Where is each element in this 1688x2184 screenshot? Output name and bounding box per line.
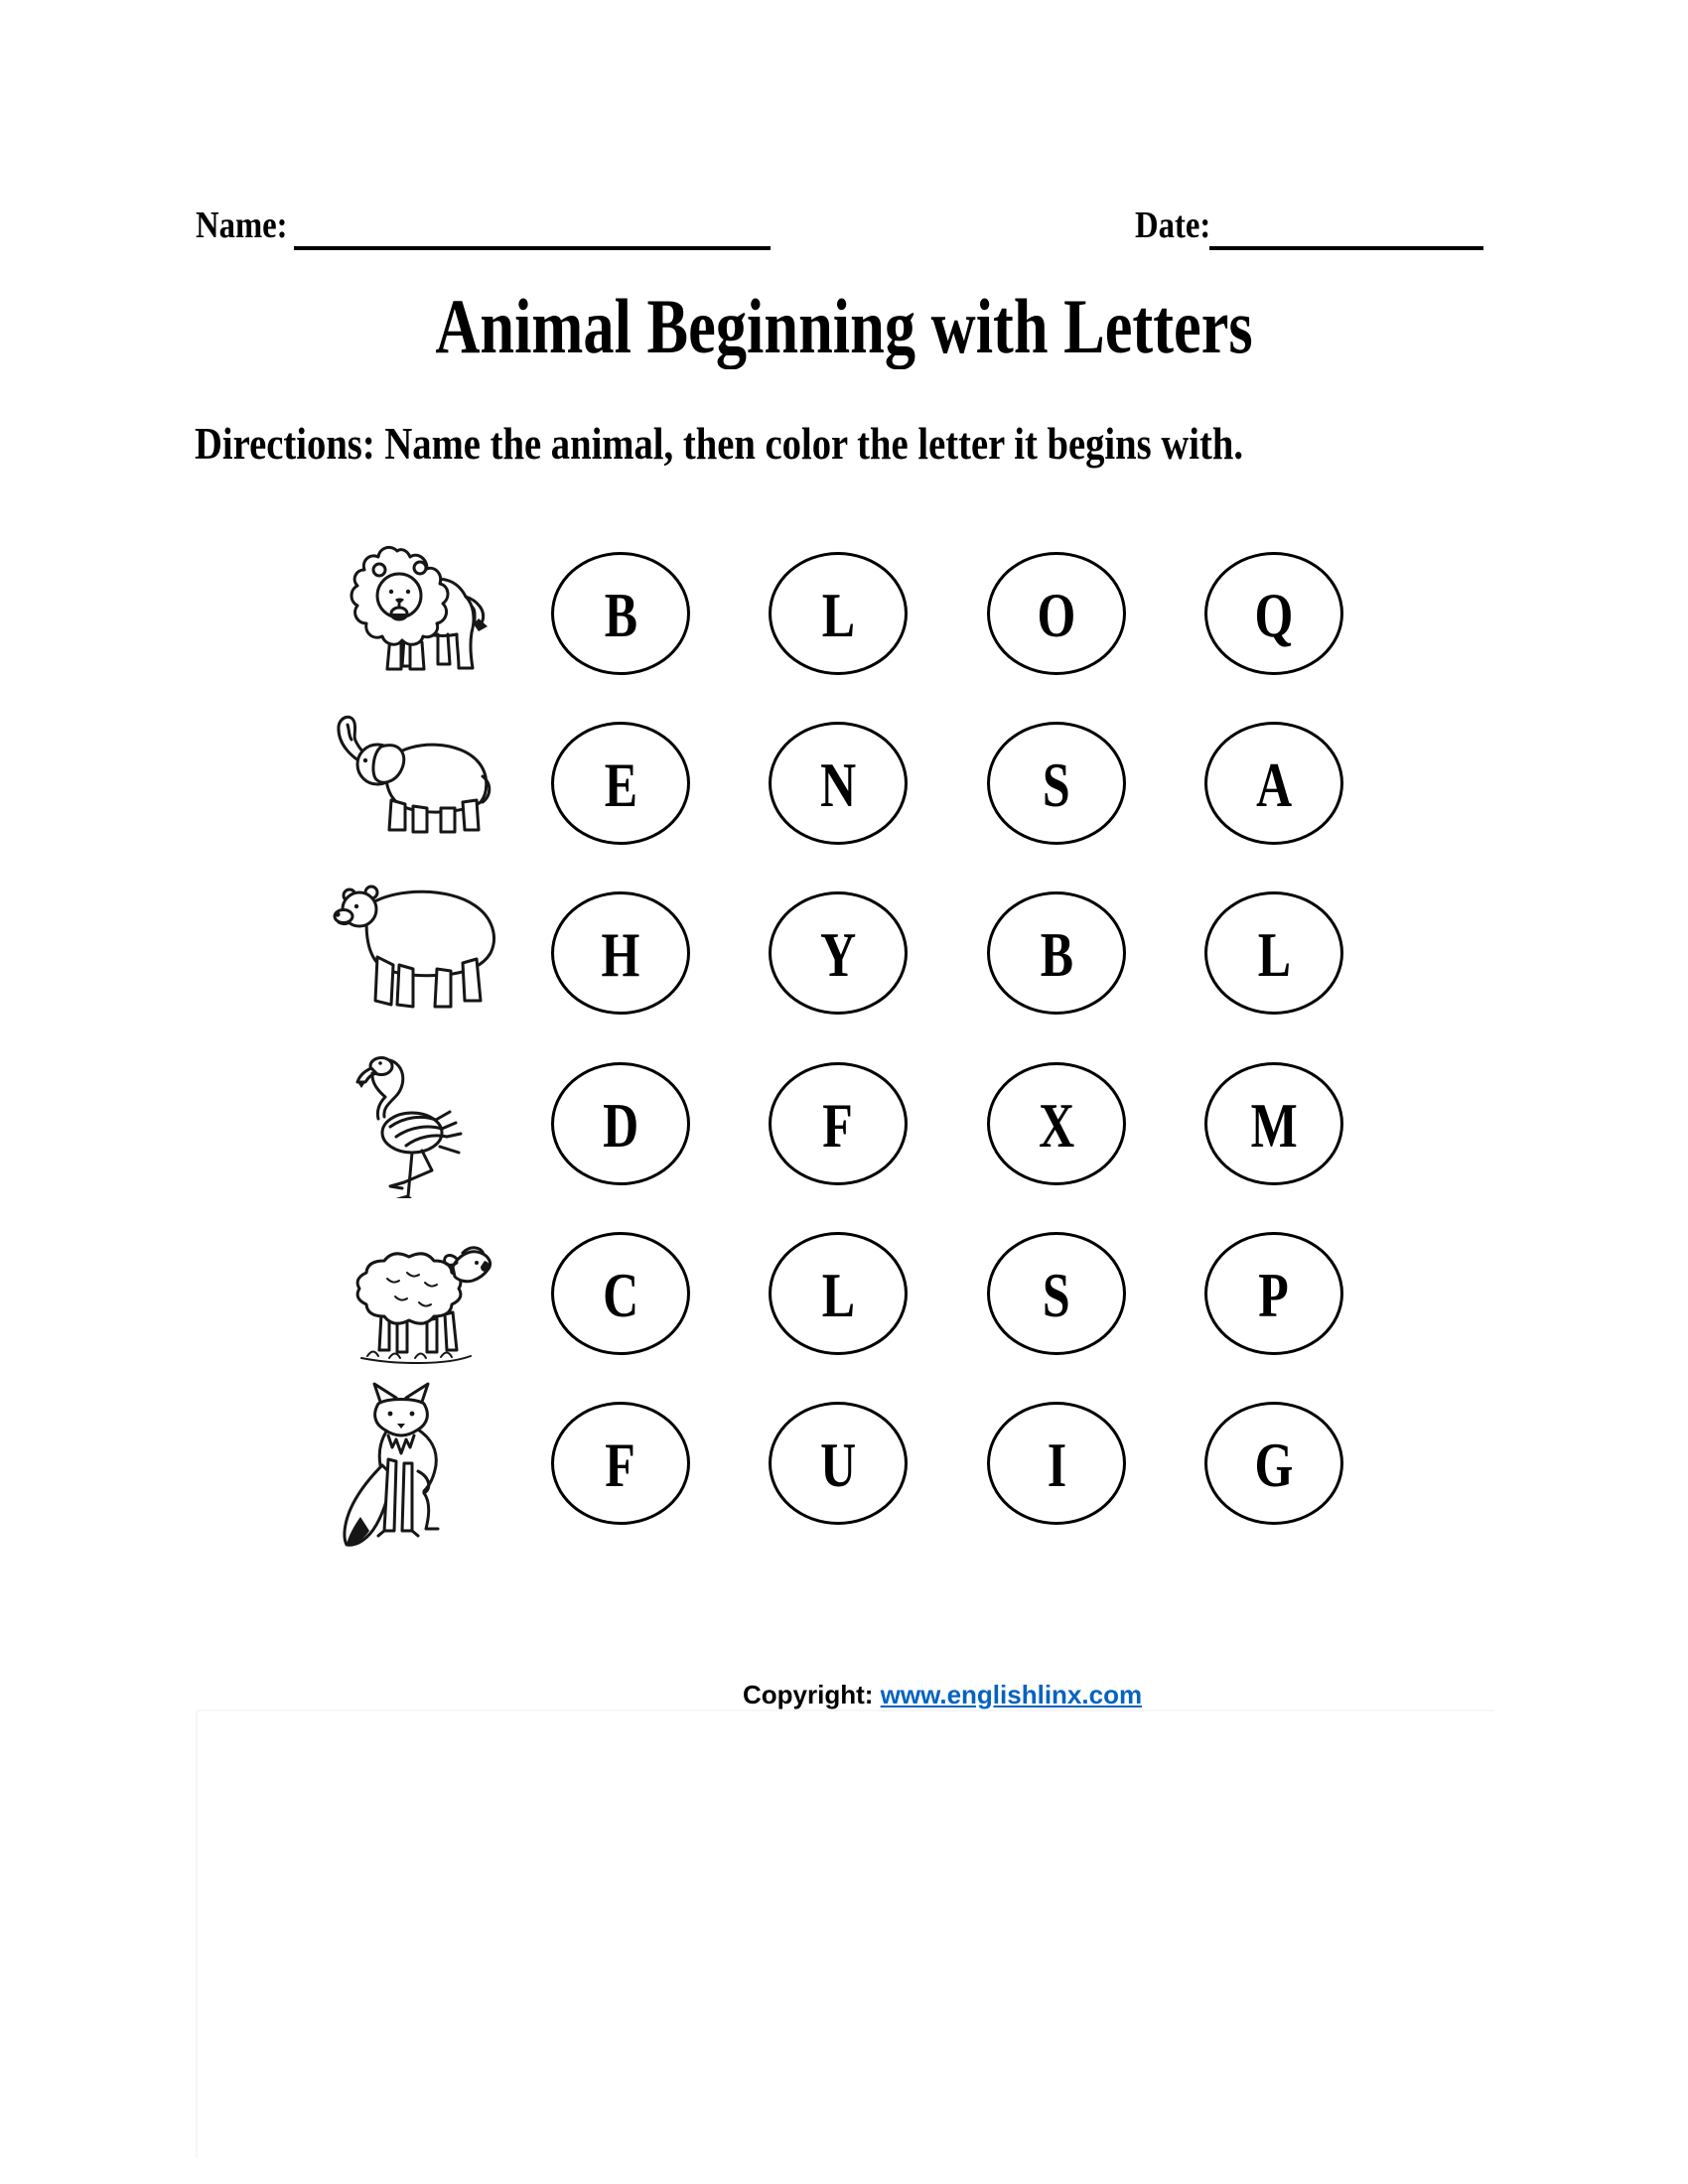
letter-circle[interactable] (551, 891, 690, 1015)
letter: F (605, 1430, 636, 1500)
letter-circle[interactable] (551, 552, 690, 675)
letter-circle[interactable] (1204, 552, 1343, 675)
letter-circle[interactable] (1204, 722, 1343, 845)
letter-circle[interactable] (1204, 1232, 1343, 1355)
letter: G (1254, 1430, 1294, 1500)
copyright-label: Copyright: (743, 1680, 874, 1709)
letter-circle[interactable] (551, 1232, 690, 1355)
letter-circle[interactable] (769, 1062, 908, 1185)
name-blank-line (294, 246, 771, 250)
letter: O (1037, 580, 1076, 650)
letter: X (1038, 1090, 1075, 1160)
letter-circle[interactable] (551, 722, 690, 845)
letter-circle[interactable] (987, 722, 1126, 845)
letter: D (602, 1090, 639, 1160)
letter-circle[interactable] (551, 1062, 690, 1185)
flamingo-illustration (351, 1049, 480, 1198)
letter-circle[interactable] (769, 722, 908, 845)
letter-circle[interactable] (769, 552, 908, 675)
letter: L (821, 580, 855, 650)
letter-circle[interactable] (769, 1232, 908, 1355)
letter: N (819, 750, 857, 820)
letter-circle[interactable] (551, 1402, 690, 1525)
letter: L (1257, 919, 1291, 990)
fox-illustration (331, 1380, 486, 1551)
date-label: Date: (1135, 205, 1211, 246)
letter-circle[interactable] (769, 891, 908, 1015)
letter-circle[interactable] (987, 552, 1126, 675)
name-label: Name: (196, 205, 288, 246)
letter: F (822, 1090, 854, 1160)
letter: M (1250, 1090, 1298, 1160)
letter: B (604, 580, 637, 650)
letter-circle[interactable] (987, 1402, 1126, 1525)
letter-circle[interactable] (1204, 1062, 1343, 1185)
date-blank-line (1209, 246, 1483, 250)
letter-circle[interactable] (1204, 1402, 1343, 1525)
page-title: Animal Beginning with Letters (435, 283, 1253, 369)
letter-circle[interactable] (987, 1232, 1126, 1355)
letter: C (602, 1260, 639, 1330)
letter: U (819, 1430, 857, 1500)
letter: P (1258, 1260, 1290, 1330)
copyright-link[interactable]: www.englishlinx.com (880, 1680, 1143, 1709)
letter: B (1040, 919, 1073, 990)
letter-circle[interactable] (769, 1402, 908, 1525)
letter-circle[interactable] (1204, 891, 1343, 1015)
sheep-illustration (338, 1223, 492, 1364)
directions-text: Directions: Name the animal, then color the letter it begins with. (195, 418, 1244, 469)
letter: S (1043, 750, 1070, 820)
letter: Q (1254, 580, 1294, 650)
letter: S (1043, 1260, 1070, 1330)
letter: Y (819, 919, 857, 990)
elephant-illustration (326, 701, 504, 852)
lion-illustration (341, 539, 490, 684)
letter: H (601, 919, 640, 990)
letter-circle[interactable] (987, 891, 1126, 1015)
letter: I (1047, 1430, 1066, 1500)
faint-textbox-outline (196, 1709, 1494, 2158)
letter: A (1255, 750, 1293, 820)
letter: L (821, 1260, 855, 1330)
letter-circle[interactable] (987, 1062, 1126, 1185)
copyright-line (743, 1680, 1142, 1710)
bear-illustration (326, 866, 509, 1026)
letter: E (604, 750, 637, 820)
